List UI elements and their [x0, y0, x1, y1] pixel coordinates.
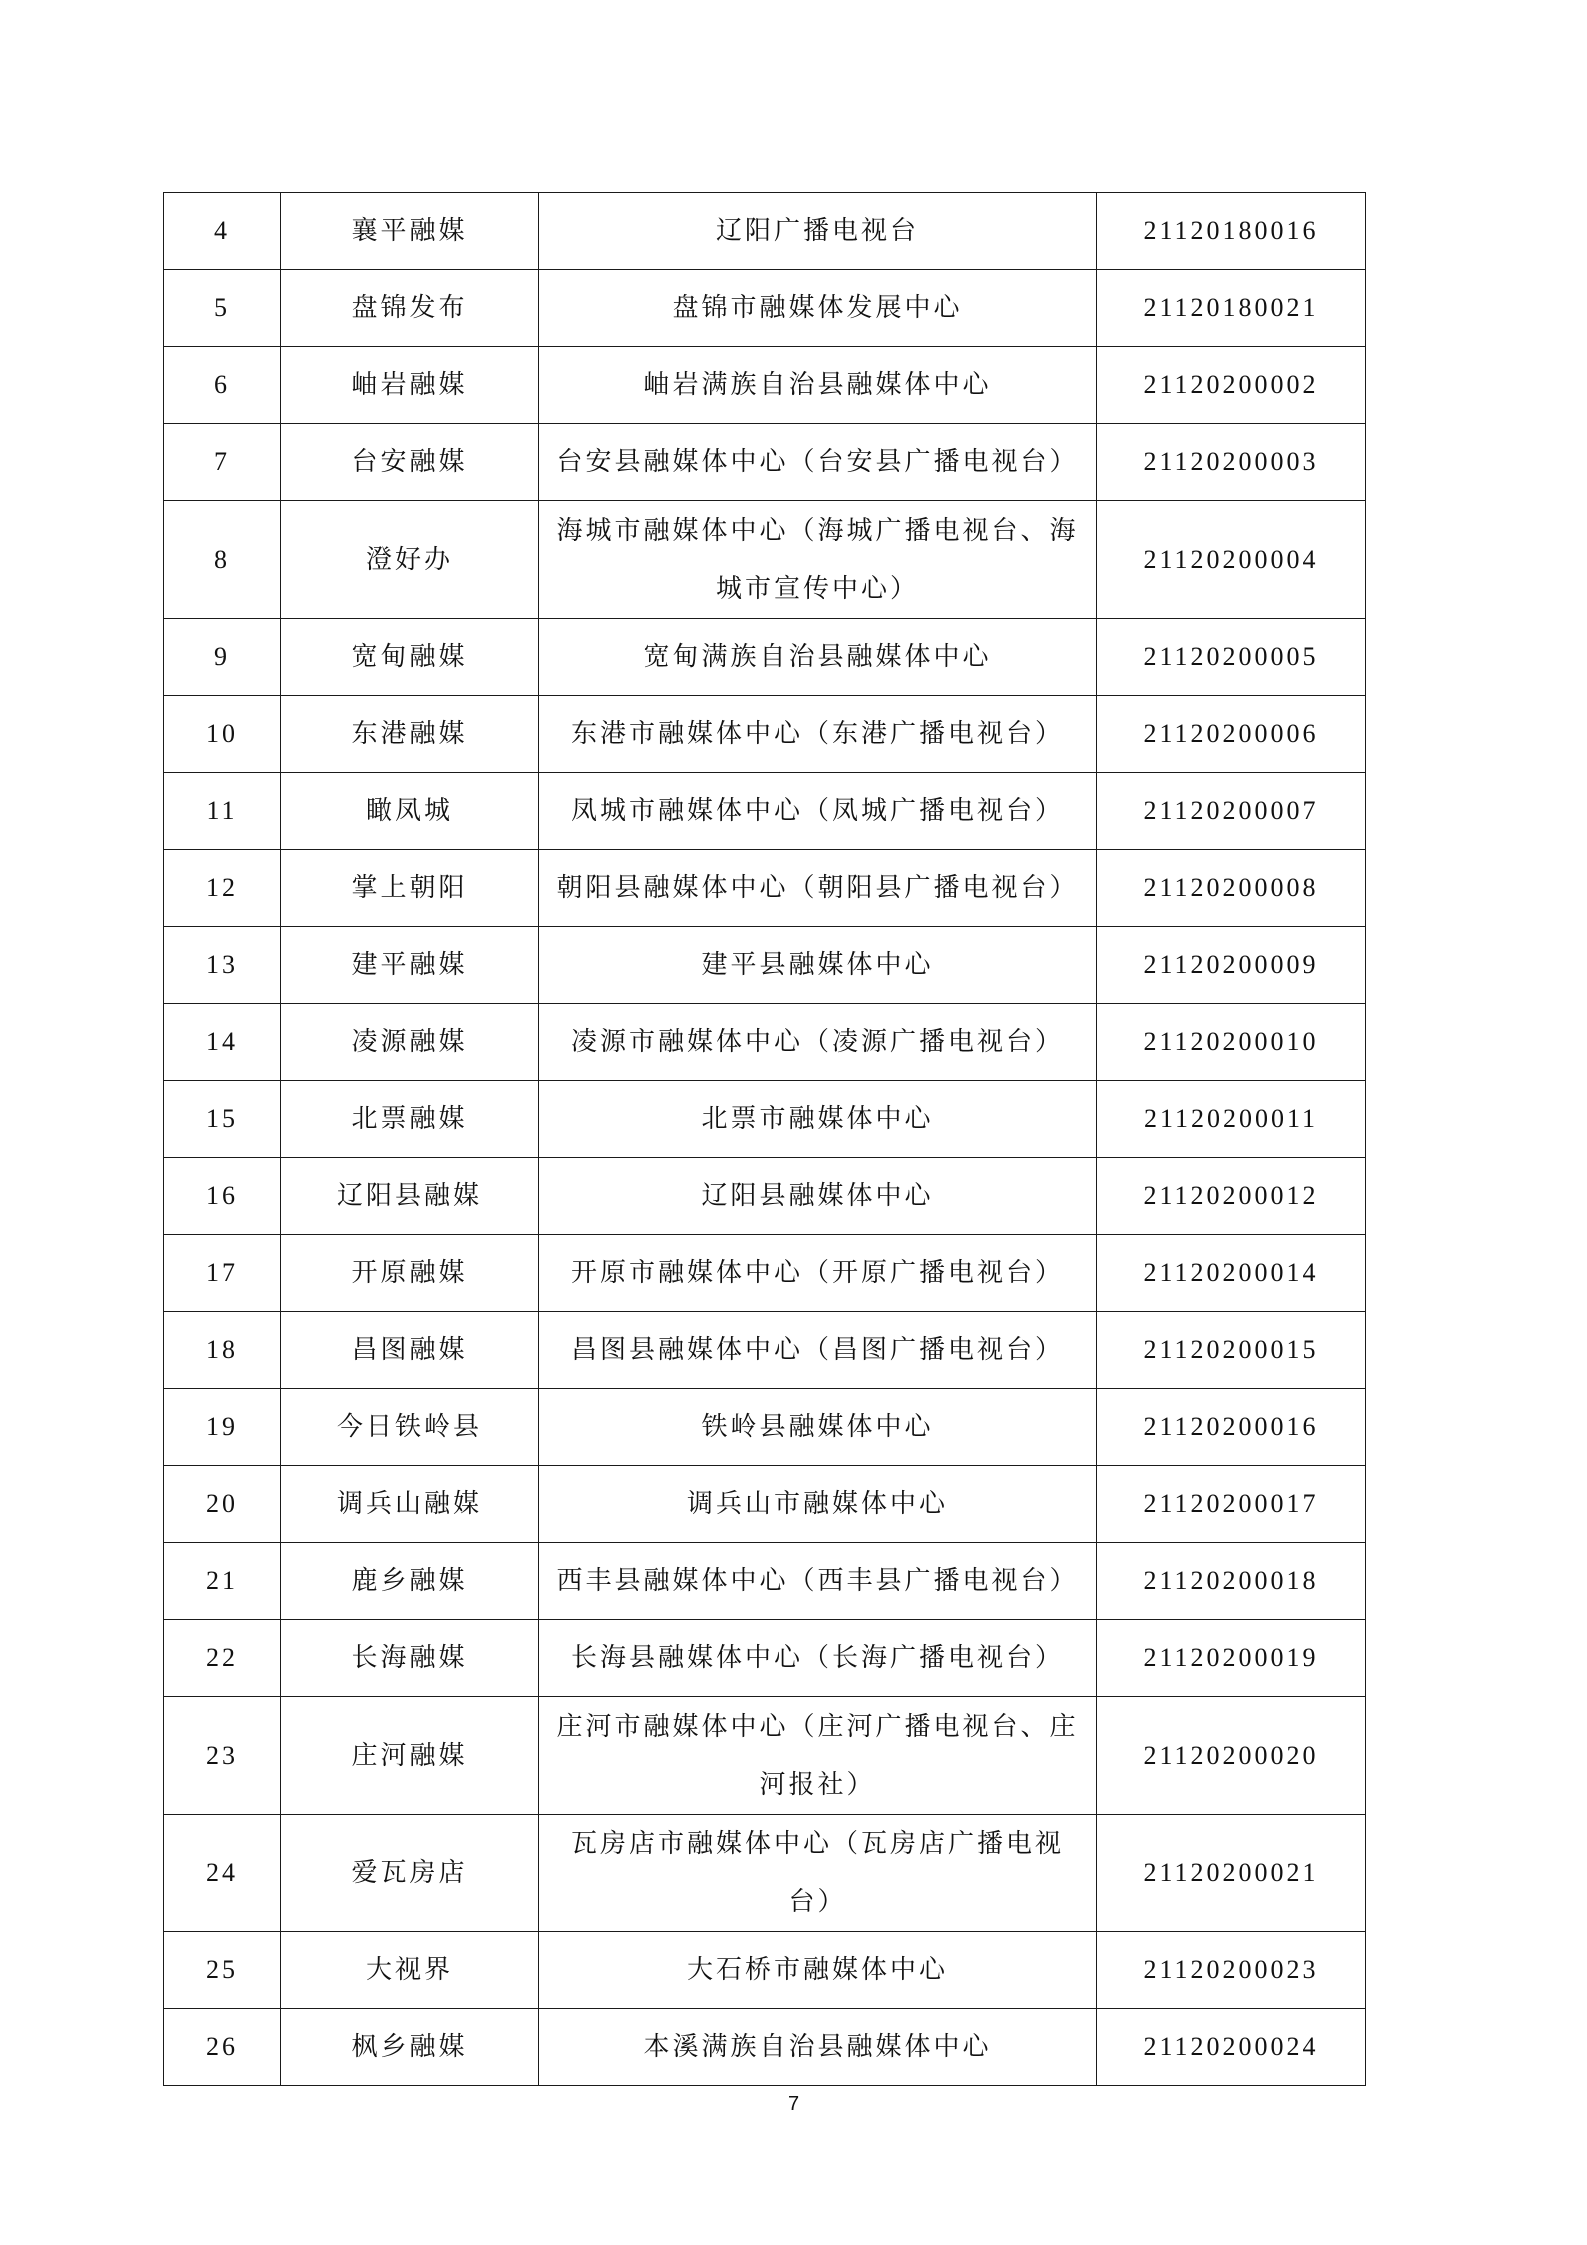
- account-name-cell: 爱瓦房店: [281, 1815, 539, 1932]
- operating-unit-cell: 大石桥市融媒体中心: [539, 1932, 1097, 2009]
- license-code-cell: 21120200012: [1097, 1158, 1366, 1235]
- row-number-cell: 4: [164, 193, 281, 270]
- row-number-cell: 19: [164, 1389, 281, 1466]
- row-number-cell: 5: [164, 270, 281, 347]
- license-code-cell: 21120200004: [1097, 501, 1366, 619]
- account-name-cell: 辽阳县融媒: [281, 1158, 539, 1235]
- table-row: [164, 1004, 1366, 1081]
- row-number-cell: 18: [164, 1312, 281, 1389]
- table-row: [164, 1389, 1366, 1466]
- license-code-cell: 21120200023: [1097, 1932, 1366, 2009]
- license-code-cell: 21120200008: [1097, 850, 1366, 927]
- row-number-cell: 15: [164, 1081, 281, 1158]
- row-number-cell: 17: [164, 1235, 281, 1312]
- row-number-cell: 14: [164, 1004, 281, 1081]
- row-number-cell: 24: [164, 1815, 281, 1932]
- page-number: 7: [787, 2093, 800, 2115]
- operating-unit-cell: 西丰县融媒体中心（西丰县广播电视台）: [539, 1543, 1097, 1620]
- operating-unit-cell: 朝阳县融媒体中心（朝阳县广播电视台）: [539, 850, 1097, 927]
- row-number-cell: 26: [164, 2009, 281, 2086]
- account-name-cell: 建平融媒: [281, 927, 539, 1004]
- license-code-cell: 21120180021: [1097, 270, 1366, 347]
- row-number-cell: 16: [164, 1158, 281, 1235]
- license-code-cell: 21120200010: [1097, 1004, 1366, 1081]
- license-code-cell: 21120200011: [1097, 1081, 1366, 1158]
- table-row: [164, 347, 1366, 424]
- row-number-cell: 12: [164, 850, 281, 927]
- table-row: [164, 1158, 1366, 1235]
- operating-unit-cell: 盘锦市融媒体发展中心: [539, 270, 1097, 347]
- license-code-cell: 21120200018: [1097, 1543, 1366, 1620]
- operating-unit-cell: 海城市融媒体中心（海城广播电视台、海城市宣传中心）: [539, 501, 1097, 619]
- account-name-cell: 澄好办: [281, 501, 539, 619]
- table-row: [164, 619, 1366, 696]
- account-name-cell: 昌图融媒: [281, 1312, 539, 1389]
- account-name-cell: 庄河融媒: [281, 1697, 539, 1815]
- table-row: [164, 501, 1366, 619]
- table-row: [164, 1466, 1366, 1543]
- operating-unit-cell: 本溪满族自治县融媒体中心: [539, 2009, 1097, 2086]
- account-name-cell: 长海融媒: [281, 1620, 539, 1697]
- account-name-cell: 盘锦发布: [281, 270, 539, 347]
- table-row: [164, 773, 1366, 850]
- license-code-cell: 21120200006: [1097, 696, 1366, 773]
- license-code-cell: 21120200005: [1097, 619, 1366, 696]
- license-code-cell: 21120200003: [1097, 424, 1366, 501]
- account-name-cell: 枫乡融媒: [281, 2009, 539, 2086]
- table-row: [164, 1620, 1366, 1697]
- table-row: [164, 1815, 1366, 1932]
- operating-unit-cell: 铁岭县融媒体中心: [539, 1389, 1097, 1466]
- account-name-cell: 岫岩融媒: [281, 347, 539, 424]
- table-row: [164, 193, 1366, 270]
- row-number-cell: 9: [164, 619, 281, 696]
- table-row: [164, 850, 1366, 927]
- license-code-cell: 21120200002: [1097, 347, 1366, 424]
- table-row: [164, 424, 1366, 501]
- row-number-cell: 23: [164, 1697, 281, 1815]
- row-number-cell: 20: [164, 1466, 281, 1543]
- operating-unit-cell: 长海县融媒体中心（长海广播电视台）: [539, 1620, 1097, 1697]
- operating-unit-cell: 庄河市融媒体中心（庄河广播电视台、庄河报社）: [539, 1697, 1097, 1815]
- table-row: [164, 927, 1366, 1004]
- row-number-cell: 21: [164, 1543, 281, 1620]
- license-code-cell: 21120180016: [1097, 193, 1366, 270]
- license-code-cell: 21120200015: [1097, 1312, 1366, 1389]
- operating-unit-cell: 调兵山市融媒体中心: [539, 1466, 1097, 1543]
- license-code-cell: 21120200016: [1097, 1389, 1366, 1466]
- table-row: [164, 270, 1366, 347]
- table-row: [164, 2009, 1366, 2086]
- table-row: [164, 1543, 1366, 1620]
- license-code-cell: 21120200024: [1097, 2009, 1366, 2086]
- operating-unit-cell: 开原市融媒体中心（开原广播电视台）: [539, 1235, 1097, 1312]
- table-body: [164, 193, 1366, 2086]
- account-name-cell: 襄平融媒: [281, 193, 539, 270]
- registry-table: [163, 192, 1366, 2086]
- account-name-cell: 调兵山融媒: [281, 1466, 539, 1543]
- operating-unit-cell: 辽阳广播电视台: [539, 193, 1097, 270]
- account-name-cell: 台安融媒: [281, 424, 539, 501]
- account-name-cell: 宽甸融媒: [281, 619, 539, 696]
- row-number-cell: 10: [164, 696, 281, 773]
- table-row: [164, 696, 1366, 773]
- license-code-cell: 21120200014: [1097, 1235, 1366, 1312]
- table-row: [164, 1312, 1366, 1389]
- table-row: [164, 1932, 1366, 2009]
- license-code-cell: 21120200021: [1097, 1815, 1366, 1932]
- account-name-cell: 东港融媒: [281, 696, 539, 773]
- account-name-cell: 北票融媒: [281, 1081, 539, 1158]
- license-code-cell: 21120200019: [1097, 1620, 1366, 1697]
- row-number-cell: 11: [164, 773, 281, 850]
- row-number-cell: 25: [164, 1932, 281, 2009]
- operating-unit-cell: 北票市融媒体中心: [539, 1081, 1097, 1158]
- license-code-cell: 21120200020: [1097, 1697, 1366, 1815]
- account-name-cell: 瞰凤城: [281, 773, 539, 850]
- operating-unit-cell: 岫岩满族自治县融媒体中心: [539, 347, 1097, 424]
- row-number-cell: 6: [164, 347, 281, 424]
- table-row: [164, 1235, 1366, 1312]
- operating-unit-cell: 台安县融媒体中心（台安县广播电视台）: [539, 424, 1097, 501]
- account-name-cell: 开原融媒: [281, 1235, 539, 1312]
- operating-unit-cell: 宽甸满族自治县融媒体中心: [539, 619, 1097, 696]
- operating-unit-cell: 凤城市融媒体中心（凤城广播电视台）: [539, 773, 1097, 850]
- operating-unit-cell: 瓦房店市融媒体中心（瓦房店广播电视台）: [539, 1815, 1097, 1932]
- account-name-cell: 鹿乡融媒: [281, 1543, 539, 1620]
- account-name-cell: 凌源融媒: [281, 1004, 539, 1081]
- account-name-cell: 今日铁岭县: [281, 1389, 539, 1466]
- account-name-cell: 掌上朝阳: [281, 850, 539, 927]
- operating-unit-cell: 辽阳县融媒体中心: [539, 1158, 1097, 1235]
- operating-unit-cell: 建平县融媒体中心: [539, 927, 1097, 1004]
- account-name-cell: 大视界: [281, 1932, 539, 2009]
- operating-unit-cell: 东港市融媒体中心（东港广播电视台）: [539, 696, 1097, 773]
- table-row: [164, 1697, 1366, 1815]
- row-number-cell: 8: [164, 501, 281, 619]
- table-row: [164, 1081, 1366, 1158]
- operating-unit-cell: 昌图县融媒体中心（昌图广播电视台）: [539, 1312, 1097, 1389]
- row-number-cell: 13: [164, 927, 281, 1004]
- operating-unit-cell: 凌源市融媒体中心（凌源广播电视台）: [539, 1004, 1097, 1081]
- license-code-cell: 21120200017: [1097, 1466, 1366, 1543]
- row-number-cell: 7: [164, 424, 281, 501]
- row-number-cell: 22: [164, 1620, 281, 1697]
- license-code-cell: 21120200007: [1097, 773, 1366, 850]
- license-code-cell: 21120200009: [1097, 927, 1366, 1004]
